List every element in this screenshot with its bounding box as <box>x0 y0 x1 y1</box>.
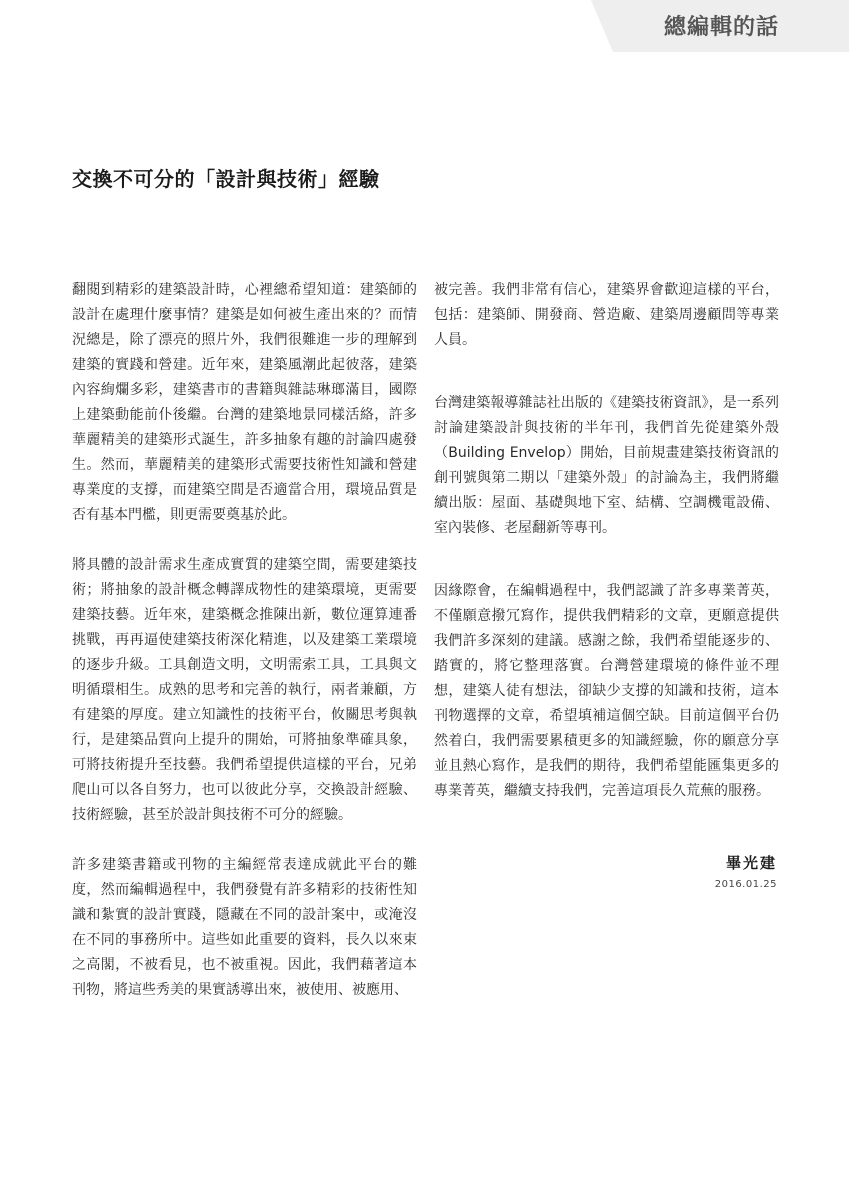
article-title: 交換不可分的「設計與技術」經驗 <box>72 167 380 191</box>
paragraph-5: 台灣建築報導雜誌社出版的《建築技術資訊》，是一系列討論建築設計與技術的半年刊，我們首先從建築外殼（Building Envelop）開始，目前規畫建築技術資訊的創刊號與第二期以「建築外殼」的討論為主，我們將繼續出版：屋面、基礎與地下室、結構、空調機電設備、室內裝修、老屋翻新等專刊。 <box>434 395 779 536</box>
section-label: 總編輯的話 <box>663 15 779 40</box>
paragraph-1: 翻閱到精彩的建築設計時，心裡總希望知道：建築師的設計在處理什麼事情？建築是如何被生產出來的？而情況總是，除了漂亮的照片外，我們很難進一步的理解到建築的實踐和營建。近年來，建築風潮此起彼落，建築內容絢爛多彩，建築書市的書籍與雜誌琳瑯滿目，國際上建築動能前仆後繼。台灣的建築地景同樣活絡，許多華麗精美的建築形式誕生，許多抽象有趣的討論四處發生。然而，華麗精美的建築形式需要技術性知識和營建專業度的支撐，而建築空間是否適當合用，環境品質是否有基本門檻，則更需要奠基於此。 <box>72 282 417 523</box>
section-header-tab <box>591 0 849 52</box>
paragraph-6: 因緣際會，在編輯過程中，我們認識了許多專業菁英，不僅願意撥冗寫作，提供我們精彩的文章，更願意提供我們許多深刻的建議。感謝之餘，我們希望能逐步的、踏實的，將它整理落實。台灣營建環境的條件並不理想，建築人徒有想法，卻缺少支撐的知識和技術，這本刊物選擇的文章，希望填補這個空缺。目前這個平台仍然着白，我們需要累積更多的知識經驗，你的願意分享並且熱心寫作，是我們的期待，我們希望能匯集更多的專業菁英，繼續支持我們，完善這項長久荒蕪的服務。 <box>434 583 779 799</box>
author-name: 畢光建 <box>725 854 777 872</box>
left-text-column <box>72 278 417 1003</box>
paragraph-4: 被完善。我們非常有信心，建築界會歡迎這樣的平台，包括：建築師、開發商、營造廠、建築周邊顧問等專業人員。 <box>434 282 779 348</box>
author-signature <box>715 852 777 890</box>
right-text-column <box>434 278 779 804</box>
paragraph-2: 將具體的設計需求生產成實質的建築空間，需要建築技術；將抽象的設計概念轉譯成物性的建築環境，更需要建築技藝。近年來，建築概念推陳出新，數位運算連番挑戰，再再逼使建築技術深化精進，以及建築工業環境的逐步升級。工具創造文明，文明需索工具，工具與文明循環相生。成熟的思考和完善的執行，兩者兼顧，方有建築的厚度。建立知識性的技術平台，攸關思考與執行，是建築品質向上提升的開始，可將抽象準確具象，可將技術提升至技藝。我們希望提供這樣的平台，兄弟爬山可以各自努力，也可以彼此分享，交換設計經驗、技術經驗，甚至於設計與技術不可分的經驗。 <box>72 557 417 823</box>
paragraph-3: 許多建築書籍或刊物的主編經常表達成就此平台的難度，然而編輯過程中，我們發覺有許多精彩的技術性知識和紮實的設計實踐，隱藏在不同的設計案中，或淹沒在不同的事務所中。這些如此重要的資料，長久以來束之高閣，不被看見，也不被重視。因此，我們藉著這本刊物，將這些秀美的果實誘導出來，被使用、被應用、 <box>72 857 417 998</box>
signature-date: 2016.01.25 <box>714 879 777 890</box>
